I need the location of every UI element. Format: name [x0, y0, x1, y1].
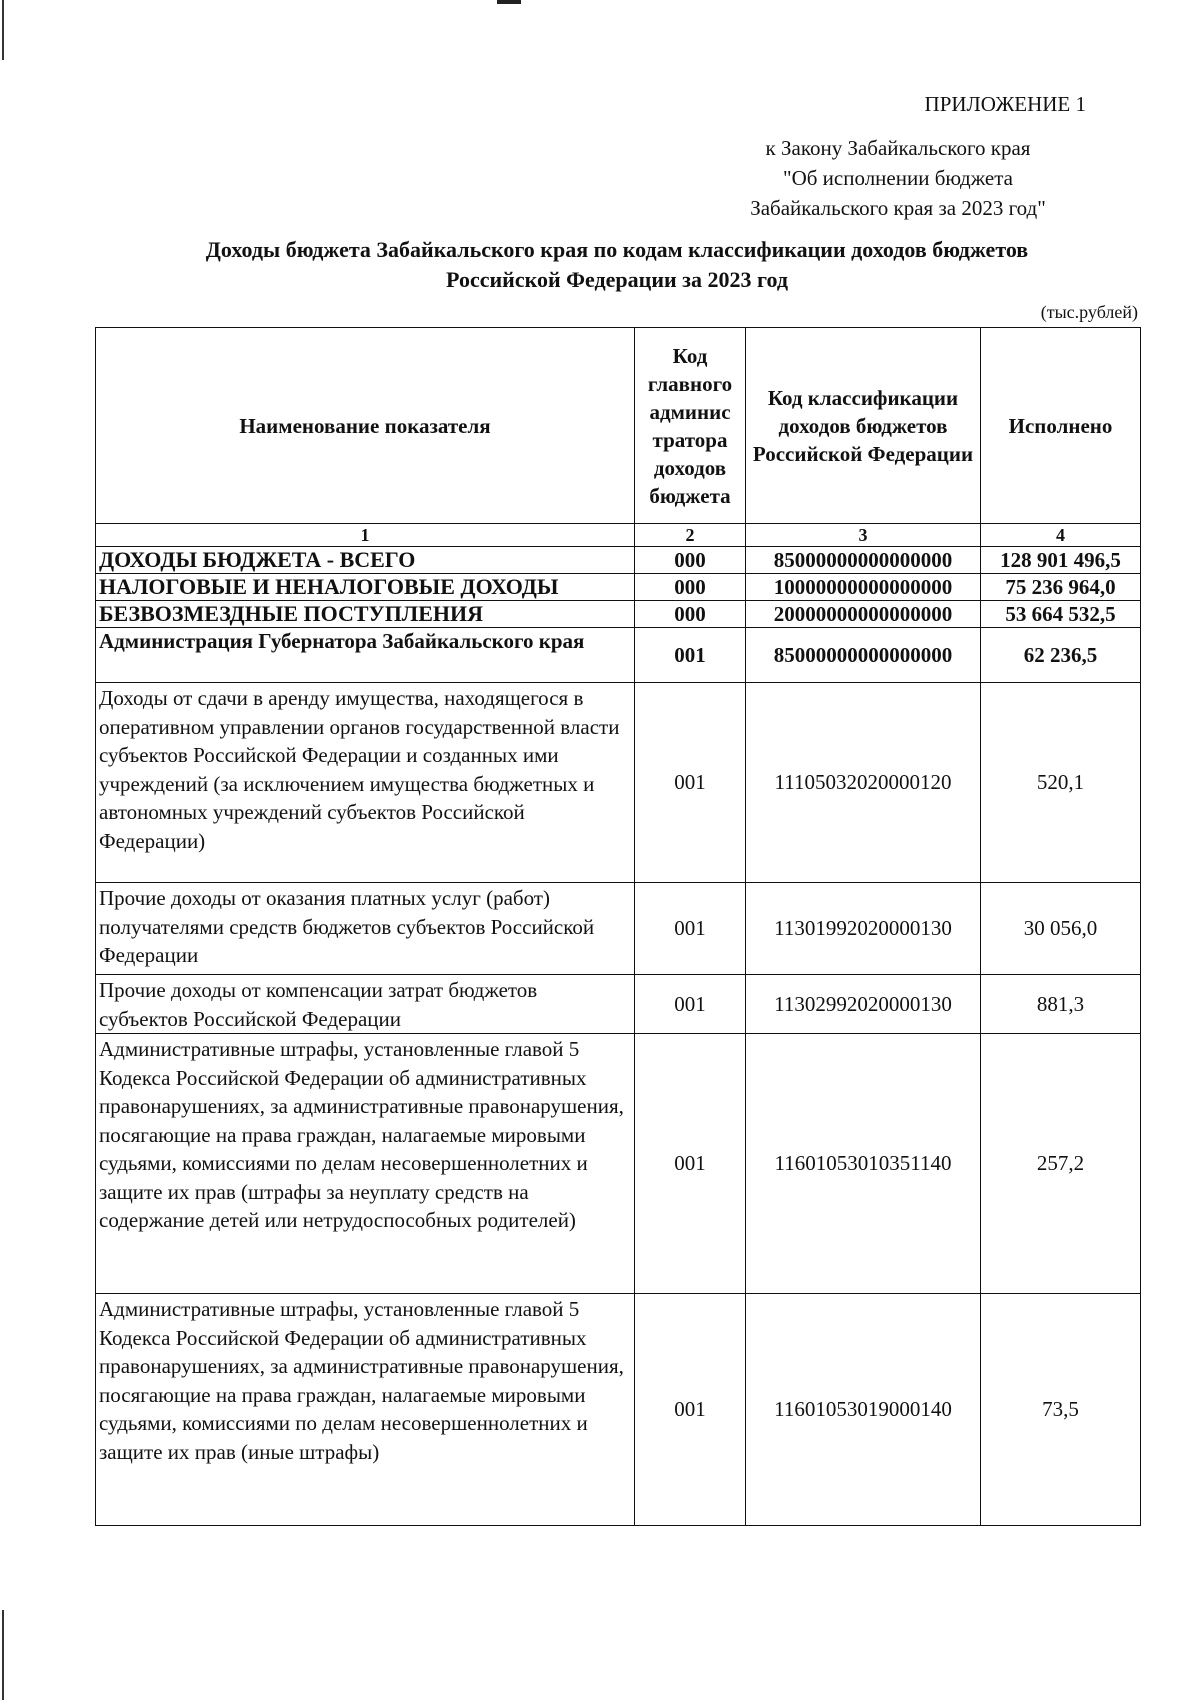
row-class-code: 11601053019000140: [746, 1294, 981, 1526]
title-line: Российской Федерации за 2023 год: [446, 267, 788, 292]
income-table: [95, 327, 1141, 1526]
table-row: [96, 1034, 1141, 1294]
table-row: [96, 1294, 1141, 1526]
law-reference: [708, 133, 1088, 223]
row-name: Прочие доходы от оказания платных услуг (работ) получателями средств бюджетов субъектов Российской Федерации: [96, 883, 635, 975]
row-name: БЕЗВОЗМЕЗДНЫЕ ПОСТУПЛЕНИЯ: [96, 601, 635, 628]
row-name: Административные штрафы, установленные главой 5 Кодекса Российской Федерации об административных правонарушениях, за административные правонарушения, посягающие на права граждан, налагаемые мировыми судьями, комиссиями по делам несовершеннолетних и защите их прав (штрафы за неуплату средств на содержание детей или нетрудоспособных родителей): [96, 1034, 635, 1294]
row-name: НАЛОГОВЫЕ И НЕНАЛОГОВЫЕ ДОХОДЫ: [96, 574, 635, 601]
row-class-code: 85000000000000000: [746, 628, 981, 683]
title-line: Доходы бюджета Забайкальского края по кодам классификации доходов бюджетов: [205, 237, 1029, 262]
table-row: [96, 628, 1141, 683]
row-value: 30 056,0: [981, 883, 1141, 975]
row-name: Доходы от сдачи в аренду имущества, находящегося в оперативном управлении органов государственной власти субъектов Российской Федерации и созданных ими учреждений (за исключением имущества бюджетных и автономных учреждений субъектов Российской Федерации): [96, 683, 635, 883]
row-admin-code: 001: [635, 683, 746, 883]
appendix-label: ПРИЛОЖЕНИЕ 1: [924, 92, 1086, 116]
row-admin-code: 001: [635, 1294, 746, 1526]
row-name: Прочие доходы от компенсации затрат бюджетов субъектов Российской Федерации: [96, 975, 635, 1034]
column-number: 1: [96, 524, 635, 547]
row-name: ДОХОДЫ БЮДЖЕТА - ВСЕГО: [96, 547, 635, 574]
row-value: 62 236,5: [981, 628, 1141, 683]
row-class-code: 85000000000000000: [746, 547, 981, 574]
row-value: 53 664 532,5: [981, 601, 1141, 628]
column-number-row: [96, 524, 1141, 547]
column-number: 4: [981, 524, 1141, 547]
row-admin-code: 001: [635, 1034, 746, 1294]
header-name: Наименование показателя: [96, 328, 635, 524]
scan-edge: [2, 1610, 4, 1700]
row-value: 128 901 496,5: [981, 547, 1141, 574]
column-number: 3: [746, 524, 981, 547]
table-row: [96, 574, 1141, 601]
row-class-code: 11302992020000130: [746, 975, 981, 1034]
header-class-code: Код классификации доходов бюджетов Российской Федерации: [746, 328, 981, 524]
row-name: Административные штрафы, установленные главой 5 Кодекса Российской Федерации об административных правонарушениях, за административные правонарушения, посягающие на права граждан, налагаемые мировыми судьями, комиссиями по делам несовершеннолетних и защите их прав (иные штрафы): [96, 1294, 635, 1526]
scan-edge: [2, 0, 4, 60]
row-name: Администрация Губернатора Забайкальского края: [96, 628, 635, 683]
law-line: к Закону Забайкальского края: [765, 136, 1031, 160]
row-value: 881,3: [981, 975, 1141, 1034]
row-value: 257,2: [981, 1034, 1141, 1294]
table-row: [96, 547, 1141, 574]
table-row: [96, 883, 1141, 975]
table-header-row: [96, 328, 1141, 524]
table-row: [96, 601, 1141, 628]
document-title: [95, 235, 1139, 295]
row-value: 73,5: [981, 1294, 1141, 1526]
law-line: Забайкальского края за 2023 год": [750, 196, 1046, 220]
row-admin-code: 001: [635, 975, 746, 1034]
header-executed: Исполнено: [981, 328, 1141, 524]
law-line: "Об исполнении бюджета: [783, 166, 1013, 190]
row-admin-code: 000: [635, 547, 746, 574]
row-class-code: 11301992020000130: [746, 883, 981, 975]
row-class-code: 10000000000000000: [746, 574, 981, 601]
row-value: 75 236 964,0: [981, 574, 1141, 601]
row-admin-code: 000: [635, 574, 746, 601]
row-admin-code: 001: [635, 883, 746, 975]
row-value: 520,1: [981, 683, 1141, 883]
scan-mark: [497, 0, 521, 4]
table-row: [96, 975, 1141, 1034]
row-class-code: 20000000000000000: [746, 601, 981, 628]
units-label: (тыс.рублей): [1040, 302, 1138, 322]
row-class-code: 11601053010351140: [746, 1034, 981, 1294]
row-admin-code: 000: [635, 601, 746, 628]
column-number: 2: [635, 524, 746, 547]
table-row: [96, 683, 1141, 883]
row-class-code: 11105032020000120: [746, 683, 981, 883]
header-admin-code: Код главного админис тратора доходов бюджета: [635, 328, 746, 524]
row-admin-code: 001: [635, 628, 746, 683]
